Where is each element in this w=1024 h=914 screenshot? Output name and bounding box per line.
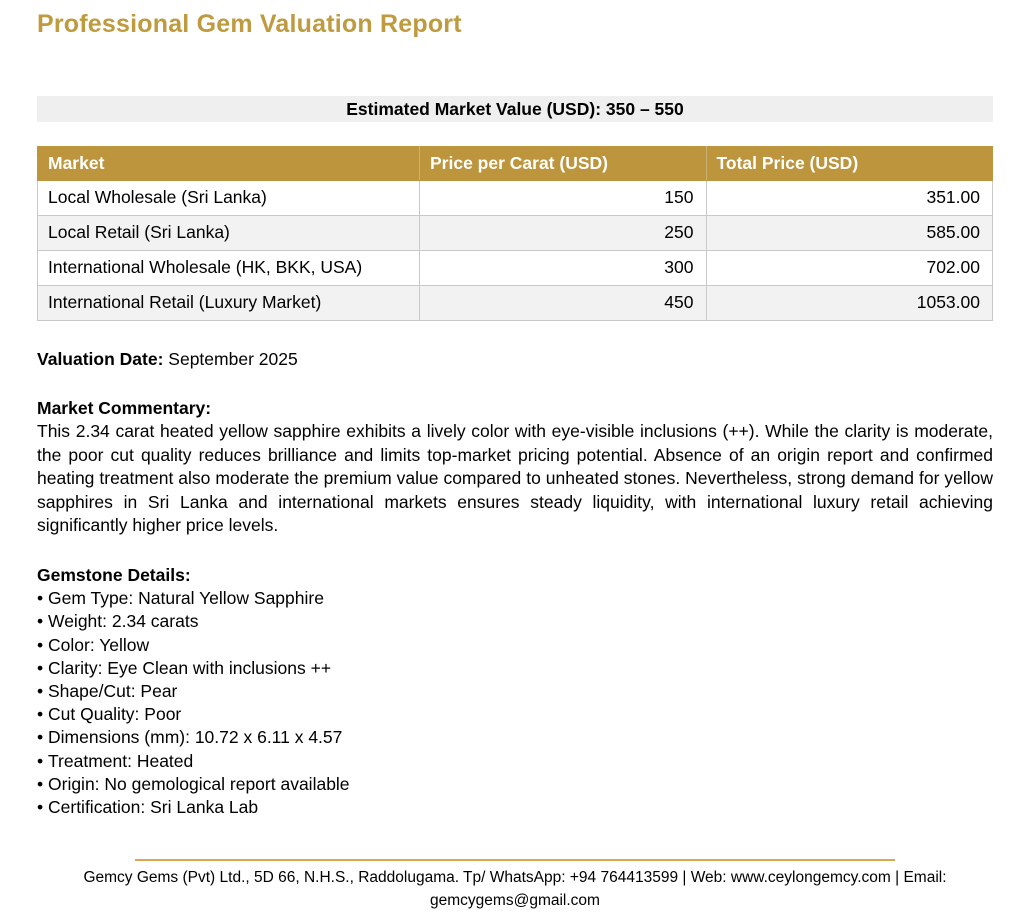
table-row [38, 250, 993, 285]
market-commentary-heading: Market Commentary: [37, 397, 212, 418]
list-item: • Weight: 2.34 carats [37, 610, 993, 633]
footer-contact-info [65, 866, 965, 912]
market-cell: Local Retail (Sri Lanka) [38, 215, 420, 250]
price-per-carat-cell: 300 [420, 250, 707, 285]
list-item: • Cut Quality: Poor [37, 703, 993, 726]
col-header-total-price: Total Price (USD) [706, 146, 993, 180]
total-price-cell: 702.00 [706, 250, 993, 285]
valuation-date-value: September 2025 [168, 348, 298, 369]
table-row [38, 180, 993, 215]
list-item: • Origin: No gemological report available [37, 773, 993, 796]
valuation-date [37, 348, 993, 371]
pricing-table-header-row [38, 146, 993, 180]
footer-contact-line1: Gemcy Gems (Pvt) Ltd., 5D 66, N.H.S., Raddolugama. Tp/ WhatsApp: +94 764413599 | Web: www.ceylongemcy.com | Email: [83, 869, 947, 887]
footer-divider [135, 859, 895, 861]
col-header-market: Market [38, 146, 420, 180]
page-title: Professional Gem Valuation Report [37, 10, 462, 38]
list-item: • Color: Yellow [37, 634, 993, 657]
table-row [38, 285, 993, 320]
market-commentary-text: This 2.34 carat heated yellow sapphire exhibits a lively color with eye-visible inclusions (++). While the clarity is moderate, the poor cut quality reduces brilliance and limits top-market pricing potential. Absence of an origin report and confirmed heating treatment also moderate the premium value compared to unheated stones. Nevertheless, strong demand for yellow sapphires in Sri Lanka and international markets ensures steady liquidity, with international luxury retail achieving significantly higher price levels. [37, 421, 993, 536]
list-item: • Clarity: Eye Clean with inclusions ++ [37, 657, 993, 680]
total-price-cell: 351.00 [706, 180, 993, 215]
list-item: • Certification: Sri Lanka Lab [37, 796, 993, 819]
gemstone-details-heading: Gemstone Details: [37, 564, 191, 585]
list-item: • Treatment: Heated [37, 750, 993, 773]
market-cell: Local Wholesale (Sri Lanka) [38, 180, 420, 215]
market-cell: International Wholesale (HK, BKK, USA) [38, 250, 420, 285]
table-row [38, 215, 993, 250]
estimated-market-value-banner: Estimated Market Value (USD): 350 – 550 [37, 96, 993, 122]
report-footer [37, 859, 993, 912]
price-per-carat-cell: 150 [420, 180, 707, 215]
col-header-price-per-carat: Price per Carat (USD) [420, 146, 707, 180]
gemstone-details-list [37, 587, 993, 819]
list-item: • Shape/Cut: Pear [37, 680, 993, 703]
total-price-cell: 585.00 [706, 215, 993, 250]
footer-contact-line2: gemcygems@gmail.com [430, 892, 600, 910]
valuation-date-label: Valuation Date: [37, 348, 164, 369]
market-cell: International Retail (Luxury Market) [38, 285, 420, 320]
price-per-carat-cell: 250 [420, 215, 707, 250]
list-item: • Dimensions (mm): 10.72 x 6.11 x 4.57 [37, 726, 993, 749]
total-price-cell: 1053.00 [706, 285, 993, 320]
pricing-table [37, 146, 993, 321]
list-item: • Gem Type: Natural Yellow Sapphire [37, 587, 993, 610]
price-per-carat-cell: 450 [420, 285, 707, 320]
